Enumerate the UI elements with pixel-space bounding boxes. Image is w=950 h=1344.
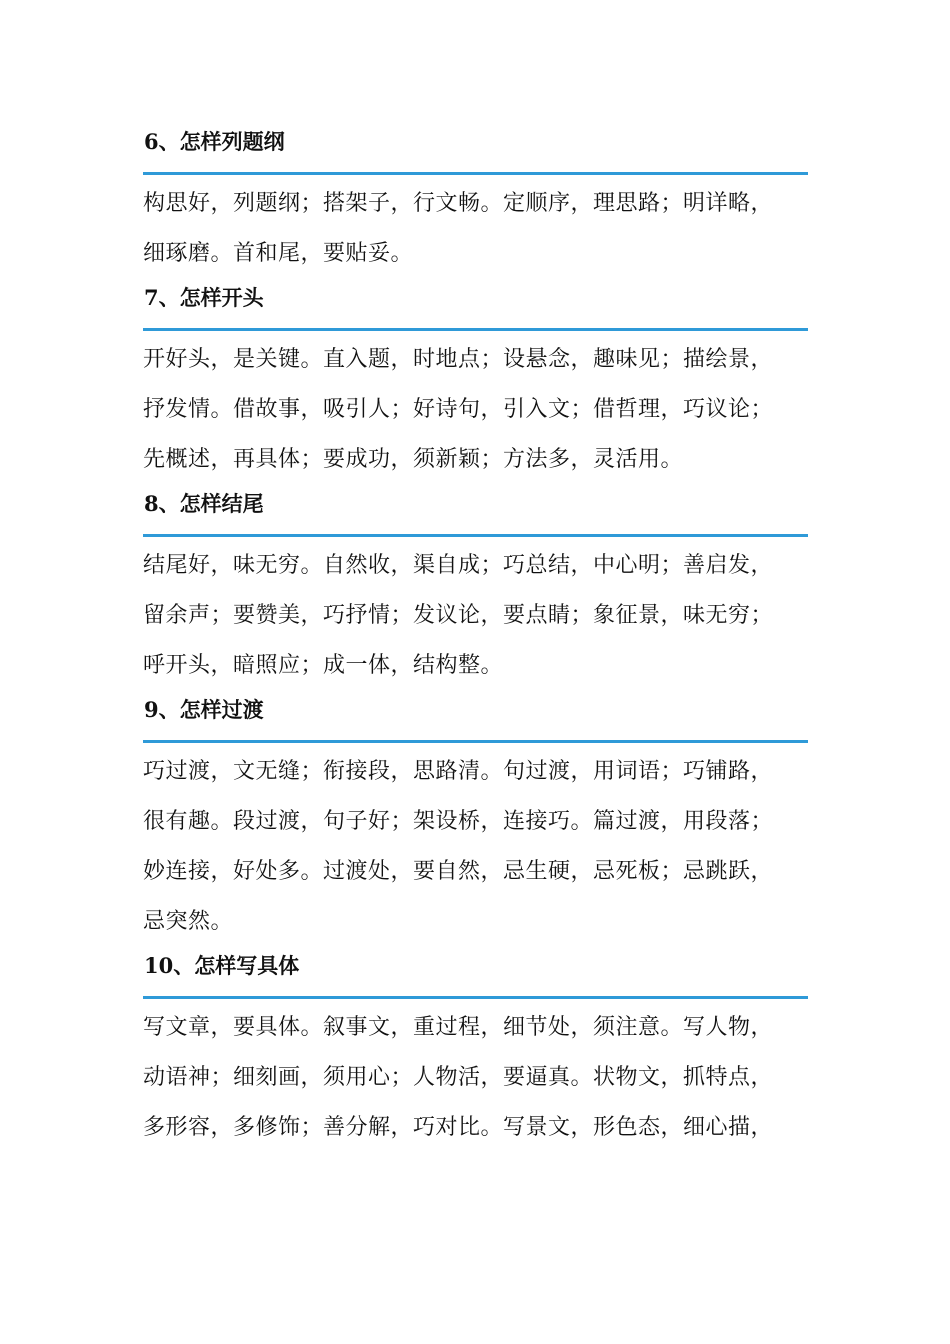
text-line: 呼开头，暗照应；成一体，结构整。 xyxy=(143,653,504,678)
text-line: 巧过渡，文无缝；衔接段，思路清。句过渡，用词语；巧铺路， xyxy=(143,759,774,784)
text-line: 写文章，要具体。叙事文，重过程，细节处，须注意。写人物， xyxy=(143,1015,774,1040)
section-heading: 10、怎样写具体 xyxy=(144,953,300,978)
section-heading: 7、怎样开头 xyxy=(144,285,264,310)
text-line: 多形容，多修饰；善分解，巧对比。写景文，形色态，细心描， xyxy=(143,1115,774,1140)
section-body xyxy=(143,175,808,283)
text-line: 留余声；要赞美，巧抒情；发议论，要点睛；象征景，味无穷； xyxy=(143,603,774,628)
text-line: 构思好，列题纲；搭架子，行文畅。定顺序，理思路；明详略， xyxy=(143,191,774,216)
text-line: 结尾好，味无穷。自然收，渠自成；巧总结，中心明；善启发， xyxy=(143,553,774,578)
text-line: 动语神；细刻画，须用心；人物活，要逼真。状物文，抓特点， xyxy=(143,1065,774,1090)
text-line: 开好头，是关键。直入题，时地点；设悬念，趣味见；描绘景， xyxy=(143,347,774,372)
section-transition xyxy=(143,697,808,951)
text-line: 抒发情。借故事，吸引人；好诗句，引入文；借哲理，巧议论； xyxy=(143,397,774,422)
section-body xyxy=(143,999,808,1157)
text-line: 妙连接，好处多。过渡处，要自然，忌生硬，忌死板；忌跳跃， xyxy=(143,859,774,884)
document-page xyxy=(143,129,808,1157)
section-body xyxy=(143,537,808,695)
section-heading: 9、怎样过渡 xyxy=(144,697,264,722)
text-line: 细琢磨。首和尾，要贴妥。 xyxy=(143,241,414,266)
section-body xyxy=(143,743,808,951)
text-line: 忌突然。 xyxy=(143,909,234,934)
section-ending xyxy=(143,491,808,695)
text-line: 先概述，再具体；要成功，须新颖；方法多，灵活用。 xyxy=(143,447,684,472)
section-heading: 8、怎样结尾 xyxy=(144,491,264,516)
section-body xyxy=(143,331,808,489)
text-line: 很有趣。段过渡，句子好；架设桥，连接巧。篇过渡，用段落； xyxy=(143,809,774,834)
section-concrete xyxy=(143,953,808,1157)
section-heading: 6、怎样列题纲 xyxy=(144,129,285,154)
section-opening xyxy=(143,285,808,489)
section-outline xyxy=(143,129,808,283)
